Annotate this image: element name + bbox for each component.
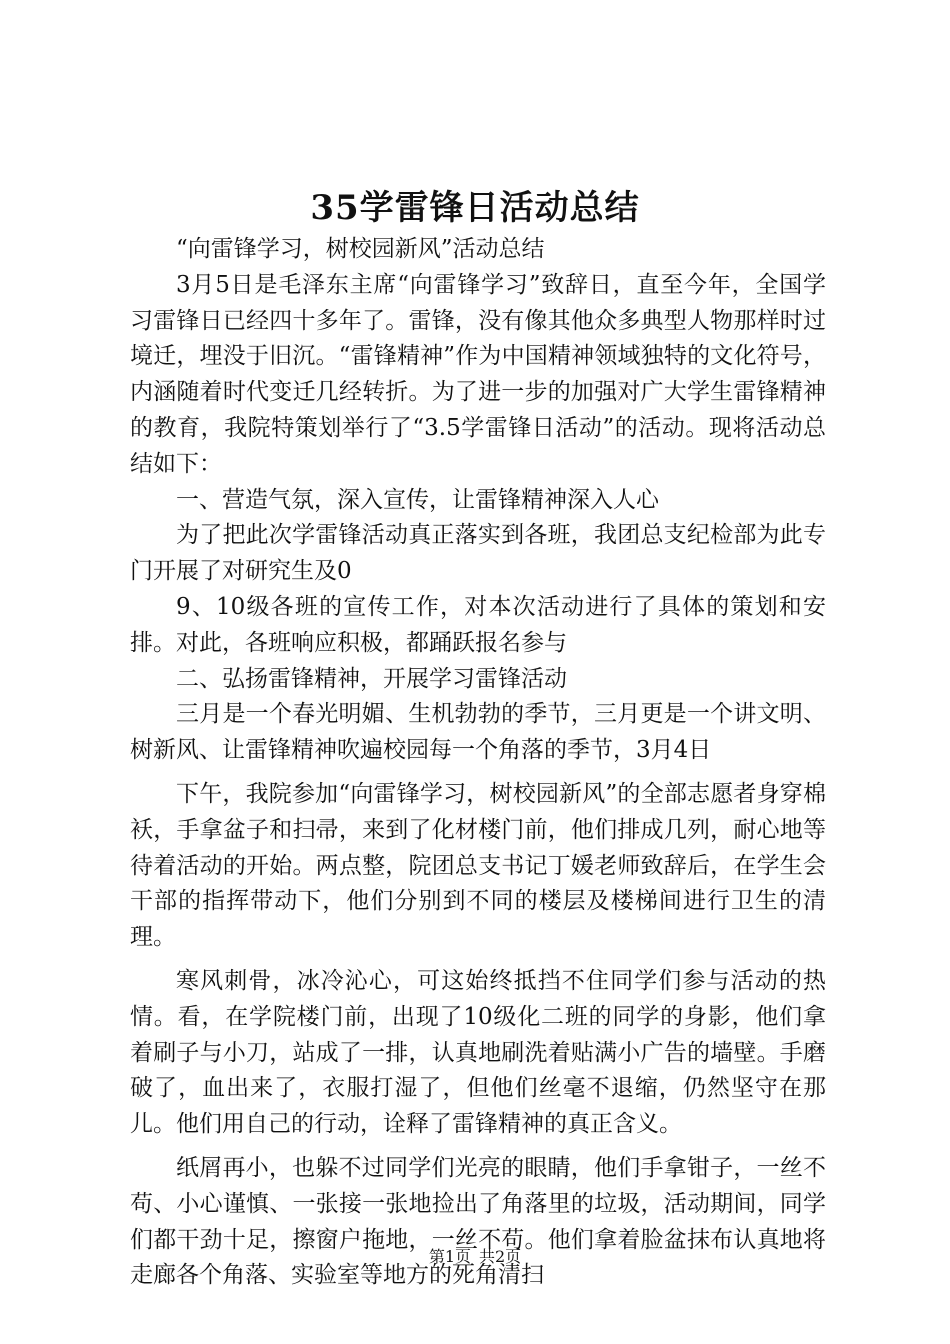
subtitle-paragraph: “向雷锋学习，树校园新风”活动总结: [176, 236, 545, 262]
page-total: 共2页: [479, 1247, 522, 1266]
body-paragraph: 纸屑再小，也躲不过同学们光亮的眼睛，他们手拿钳子，一丝不苟、小心谨慎、一张接一张地捡出了角落里的垃圾，活动期间，同学们都干劲十足，擦窗户拖地，一丝不苟。他们拿着脸盆抹布认真地将走廊各个角落、实验室等地方的死角清扫: [130, 1154, 826, 1289]
body-paragraph: 三月是一个春光明媚、生机勃勃的季节，三月更是一个讲文明、树新风、让雷锋精神吹遍校园每一个角落的季节，3月4日: [130, 701, 826, 764]
page-footer: [0, 1247, 950, 1267]
body-paragraph: 寒风刺骨，冰冷沁心，可这始终抵挡不住同学们参与活动的热情。看，在学院楼门前，出现了10级化二班的同学的身影，他们拿着刷子与小刀，站成了一排，认真地刷洗着贴满小广告的墙壁。手磨破了，血出来了，衣服打湿了，但他们丝毫不退缩，仍然坚守在那儿。他们用自己的行动，诠释了雷锋精神的真正含义。: [130, 967, 826, 1138]
section-heading: 一、营造气氛，深入宣传，让雷锋精神深入人心: [176, 486, 659, 513]
page-number: 第1页: [428, 1247, 471, 1266]
body-paragraph: 3月5日是毛泽东主席“向雷锋学习”致辞日，直至今年，全国学习雷锋日已经四十多年了。雷锋，没有像其他众多典型人物那样时过境迁，埋没于旧沉。“雷锋精神”作为中国精神领域独特的文化符号，内涵随着时代变迁几经转折。为了进一步的加强对广大学生雷锋精神的教育，我院特策划举行了“3.5学雷锋日活动”的活动。现将活动总结如下：: [130, 271, 826, 477]
section-heading: 二、弘扬雷锋精神，开展学习雷锋活动: [176, 665, 567, 692]
document-title: 35学雷锋日活动总结: [310, 188, 640, 228]
document-body: [130, 232, 826, 1294]
body-paragraph: 9、10级各班的宣传工作，对本次活动进行了具体的策划和安排。对此，各班响应积极，都踊跃报名参与: [130, 593, 826, 656]
body-paragraph: 为了把此次学雷锋活动真正落实到各班，我团总支纪检部为此专门开展了对研究生及0: [130, 522, 826, 585]
body-paragraph: 下午，我院参加“向雷锋学习，树校园新风”的全部志愿者身穿棉袄，手拿盆子和扫帚，来到了化材楼门前，他们排成几列，耐心地等待着活动的开始。两点整，院团总支书记丁媛老师致辞后，在学生会干部的指挥带动下，他们分别到不同的楼层及楼梯间进行卫生的清理。: [130, 780, 826, 951]
